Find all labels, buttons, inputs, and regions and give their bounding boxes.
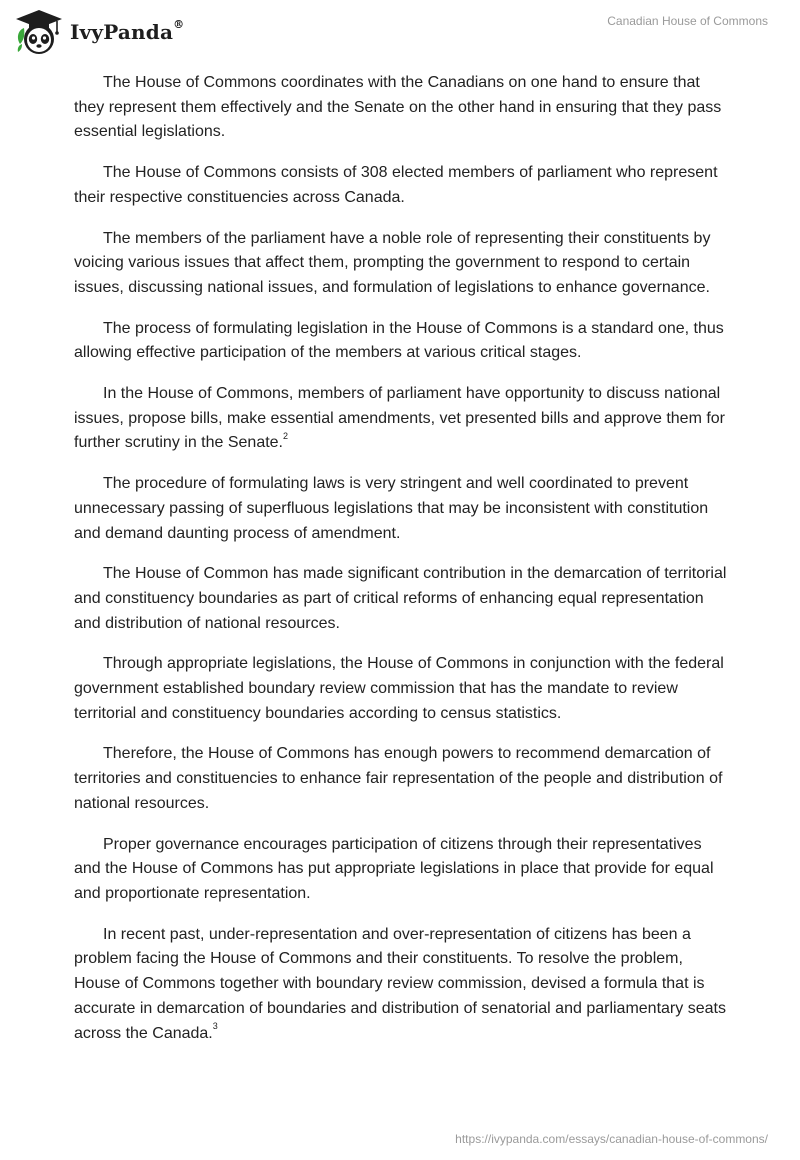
essay-paragraph <box>74 161 730 210</box>
paragraph-text: In the House of Commons, members of parliament have opportunity to discuss national issues, propose bills, make essential amendments, vet presented bills and approve them for further scrutiny in the Senate. <box>74 385 726 452</box>
paragraph-text: In recent past, under-representation and over-representation of citizens has been a problem facing the House of Commons and their constituents. To resolve the problem, House of Commons together with boundary review commission, devised a formula that is accurate in demarcation of boundaries and distribution of senatorial and parliamentary seats across the Canada. <box>74 925 726 1042</box>
paragraph-text: The House of Commons consists of 308 elected members of parliament who represent their respective constituencies across Canada. <box>74 164 718 206</box>
essay-paragraph <box>74 227 730 301</box>
paragraph-text: Therefore, the House of Commons has enough powers to recommend demarcation of territories and constituencies to enhance fair representation of the people and distribution of national resources. <box>74 745 723 812</box>
brand-name: IvyPanda® <box>70 18 185 44</box>
footnote-reference[interactable]: 2 <box>283 431 289 442</box>
essay-paragraph <box>74 562 730 636</box>
paragraph-text: The members of the parliament have a noble role of representing their constituents by voicing various issues that affect them, prompting the government to respond to certain issues, discussing national issues, and formulation of legislations to enhance governance. <box>74 229 711 296</box>
source-url[interactable]: https://ivypanda.com/essays/canadian-house-of-commons/ <box>455 1132 768 1146</box>
paragraph-text: The procedure of formulating laws is very stringent and well coordinated to prevent unnecessary passing of superfluous legislations that may be inconsistent with constitution and demand daunting process of amendment. <box>74 475 709 542</box>
footnote-reference[interactable]: 3 <box>212 1021 218 1032</box>
paragraph-text: The process of formulating legislation in the House of Commons is a standard one, thus allowing effective participation of the members at various critical stages. <box>74 319 724 362</box>
essay-paragraph <box>74 652 730 726</box>
paragraph-text: Proper governance encourages participation of citizens through their representatives and the House of Commons has put appropriate legislations in place that provide for equal and proportionate representation. <box>74 835 714 902</box>
panda-mascot-icon <box>14 8 64 56</box>
essay-paragraph <box>74 382 730 456</box>
paragraph-text: Through appropriate legislations, the House of Commons in conjunction with the federal government established boundary review commission that has the mandate to review territorial and constituency boundaries according to census statistics. <box>74 655 724 722</box>
paragraph-text: The House of Commons coordinates with the Canadians on one hand to ensure that they represent them effectively and the Senate on the other hand in ensuring that they pass essential legislations. <box>74 74 722 141</box>
essay-paragraph <box>74 472 730 546</box>
paragraph-text: The House of Common has made significant contribution in the demarcation of territorial and constituency boundaries as part of critical reforms of enhancing equal representation and distribution of national resources. <box>74 565 727 632</box>
essay-paragraph <box>74 317 730 366</box>
essay-paragraph <box>74 71 730 145</box>
page-header <box>0 0 800 60</box>
essay-paragraph <box>74 923 730 1047</box>
essay-body <box>74 71 730 1062</box>
essay-paragraph <box>74 833 730 907</box>
essay-paragraph <box>74 742 730 816</box>
ivypanda-logo[interactable] <box>14 8 184 56</box>
document-title: Canadian House of Commons <box>607 14 768 28</box>
